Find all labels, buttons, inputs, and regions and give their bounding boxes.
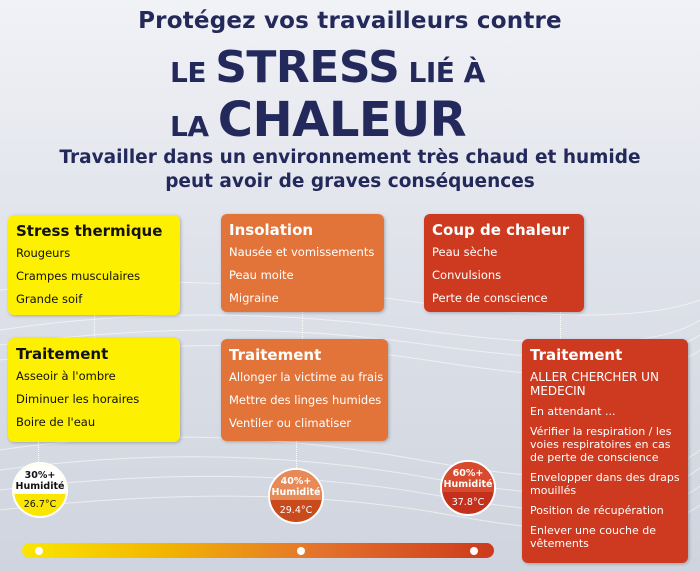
treatment-title: Traitement: [16, 345, 109, 363]
humidity-circle-2: [268, 468, 324, 524]
symptom-item: Crampes musculaires: [16, 269, 141, 283]
connector: [560, 312, 561, 339]
condition-box-stress-thermique: [8, 215, 180, 315]
header-word-le: LE: [170, 56, 216, 89]
condition-title: Stress thermique: [16, 222, 163, 240]
treatment-title: Traitement: [530, 346, 623, 364]
treatment-item: Ventiler ou climatiser: [229, 416, 352, 430]
treatment-item: ALLER CHERCHER UN MEDECIN: [530, 370, 659, 398]
symptom-item: Perte de conscience: [432, 291, 548, 305]
treatment-item: Vérifier la respiration / les voies respiratoires en cas de perte de conscience: [530, 425, 672, 464]
treatment-item: Enlever une couche de vêtements: [530, 524, 657, 550]
symptom-item: Peau sèche: [432, 245, 498, 259]
humidity-value: 40%+: [280, 476, 312, 487]
treatment-box-3: [522, 339, 688, 563]
symptom-item: Convulsions: [432, 268, 502, 282]
connector: [296, 441, 297, 468]
subtitle-line-2: peut avoir de graves conséquences: [165, 171, 535, 192]
temperature-value: 26.7°C: [23, 499, 57, 510]
header-word-lie-a: LIÉ À: [399, 56, 485, 89]
treatment-item: Asseoir à l'ombre: [16, 369, 116, 383]
treatment-item: Mettre des linges humides: [229, 393, 382, 407]
humidity-circle-1: [12, 462, 68, 518]
bar-marker: [35, 547, 43, 555]
header-line-1: Protégez vos travailleurs contre: [138, 8, 562, 34]
treatment-item: Allonger la victime au frais: [229, 370, 384, 384]
humidity-label: Humidité: [15, 481, 65, 492]
treatment-item: Position de récupération: [530, 504, 664, 517]
symptom-item: Grande soif: [16, 292, 83, 306]
symptom-item: Rougeurs: [16, 246, 71, 260]
treatment-item: Diminuer les horaires: [16, 392, 140, 406]
header-word-stress: STRESS: [215, 42, 400, 93]
temperature-value: 29.4°C: [279, 505, 313, 516]
treatment-item: En attendant ...: [530, 405, 616, 418]
temperature-value: 37.8°C: [451, 497, 485, 508]
header-word-chaleur: CHALEUR: [217, 92, 467, 148]
subtitle-line-1: Travailler dans un environnement très chaud et humide: [59, 147, 641, 168]
heat-gradient-bar: [22, 543, 494, 558]
connector: [38, 442, 39, 462]
subtitle: [0, 146, 700, 194]
humidity-circle-3: [440, 460, 496, 516]
symptom-item: Peau moite: [229, 268, 294, 282]
treatment-box-1: [8, 338, 180, 442]
connector: [302, 312, 303, 339]
header-word-la: LA: [170, 110, 218, 143]
condition-title: Insolation: [229, 221, 314, 239]
bar-marker: [470, 547, 478, 555]
bar-marker: [297, 547, 305, 555]
symptom-item: Nausée et vomissements: [229, 245, 375, 259]
condition-box-insolation: [221, 214, 384, 312]
humidity-value: 60%+: [452, 468, 484, 479]
condition-box-coup-de-chaleur: [424, 214, 584, 312]
treatment-item: Envelopper dans des draps mouillés: [530, 471, 680, 497]
humidity-label: Humidité: [271, 487, 321, 498]
header-line-3: [170, 92, 467, 148]
symptom-item: Migraine: [229, 291, 279, 305]
treatment-item: Boire de l'eau: [16, 415, 96, 429]
treatment-box-2: [221, 339, 388, 441]
header-line-2: [170, 42, 485, 93]
humidity-label: Humidité: [443, 479, 493, 490]
treatment-title: Traitement: [229, 346, 322, 364]
humidity-value: 30%+: [24, 470, 56, 481]
connector: [94, 315, 95, 338]
condition-title: Coup de chaleur: [432, 221, 570, 239]
